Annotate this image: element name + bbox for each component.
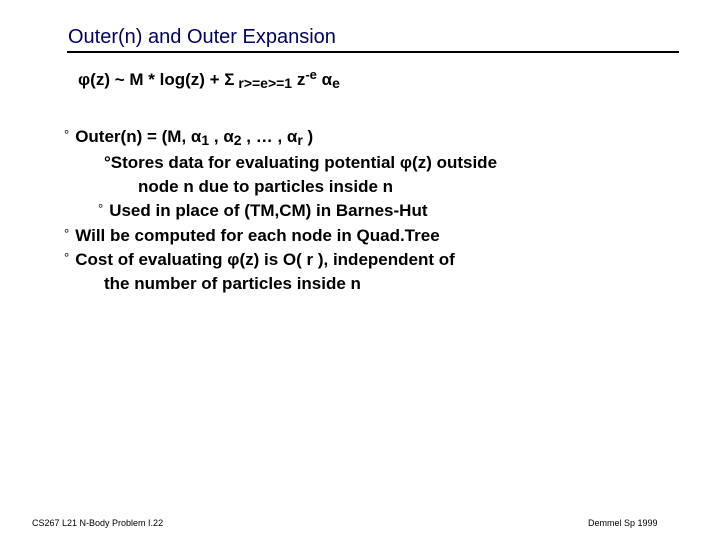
bullet-cost-continued: the number of particles inside n	[104, 274, 361, 293]
footer-course-label: CS267 L21 N-Body Problem I.22	[32, 518, 164, 528]
bullet-marker: °	[98, 201, 104, 216]
z-exponent: -e	[305, 67, 317, 82]
bullet-marker: °	[64, 127, 70, 142]
footer-author-date: Demmel Sp 1999	[588, 518, 658, 528]
bullet-marker: °	[64, 250, 70, 265]
title-underline	[67, 51, 679, 53]
alpha-symbol: α	[286, 127, 298, 146]
sigma-symbol: Σ	[224, 70, 235, 89]
alpha-subscript: e	[332, 75, 340, 91]
sum-range: r>=e>=1	[234, 75, 293, 91]
phi-symbol: φ	[78, 70, 91, 89]
phi-symbol: φ	[399, 153, 413, 172]
phi-symbol: φ	[227, 250, 240, 269]
bullet-outer-definition: ° Outer(n) = (M, α1 , α2 , … , αr )	[64, 127, 314, 148]
bullet-computed: ° Will be computed for each node in Quad.Tree	[64, 226, 440, 245]
bullet-cost: ° Cost of evaluating φ(z) is O( r ), independent of	[64, 250, 455, 269]
bullet-marker: °	[64, 226, 70, 241]
z-term: z	[292, 70, 306, 89]
sub-bullet-stores-continued: node n due to particles inside n	[138, 177, 394, 196]
slide-title: Outer(n) and Outer Expansion	[68, 26, 336, 48]
alpha-symbol: α	[223, 127, 234, 146]
alpha-symbol: α	[190, 127, 202, 146]
outer-expansion-formula	[78, 67, 340, 91]
alpha-symbol: α	[321, 70, 333, 89]
sub-bullet-stores: °Stores data for evaluating potential φ(z) outside	[104, 153, 498, 172]
formula-text: (z) ~ M * log(z) +	[90, 70, 225, 89]
sub-bullet-used: ° Used in place of (TM,CM) in Barnes-Hut	[98, 201, 428, 220]
